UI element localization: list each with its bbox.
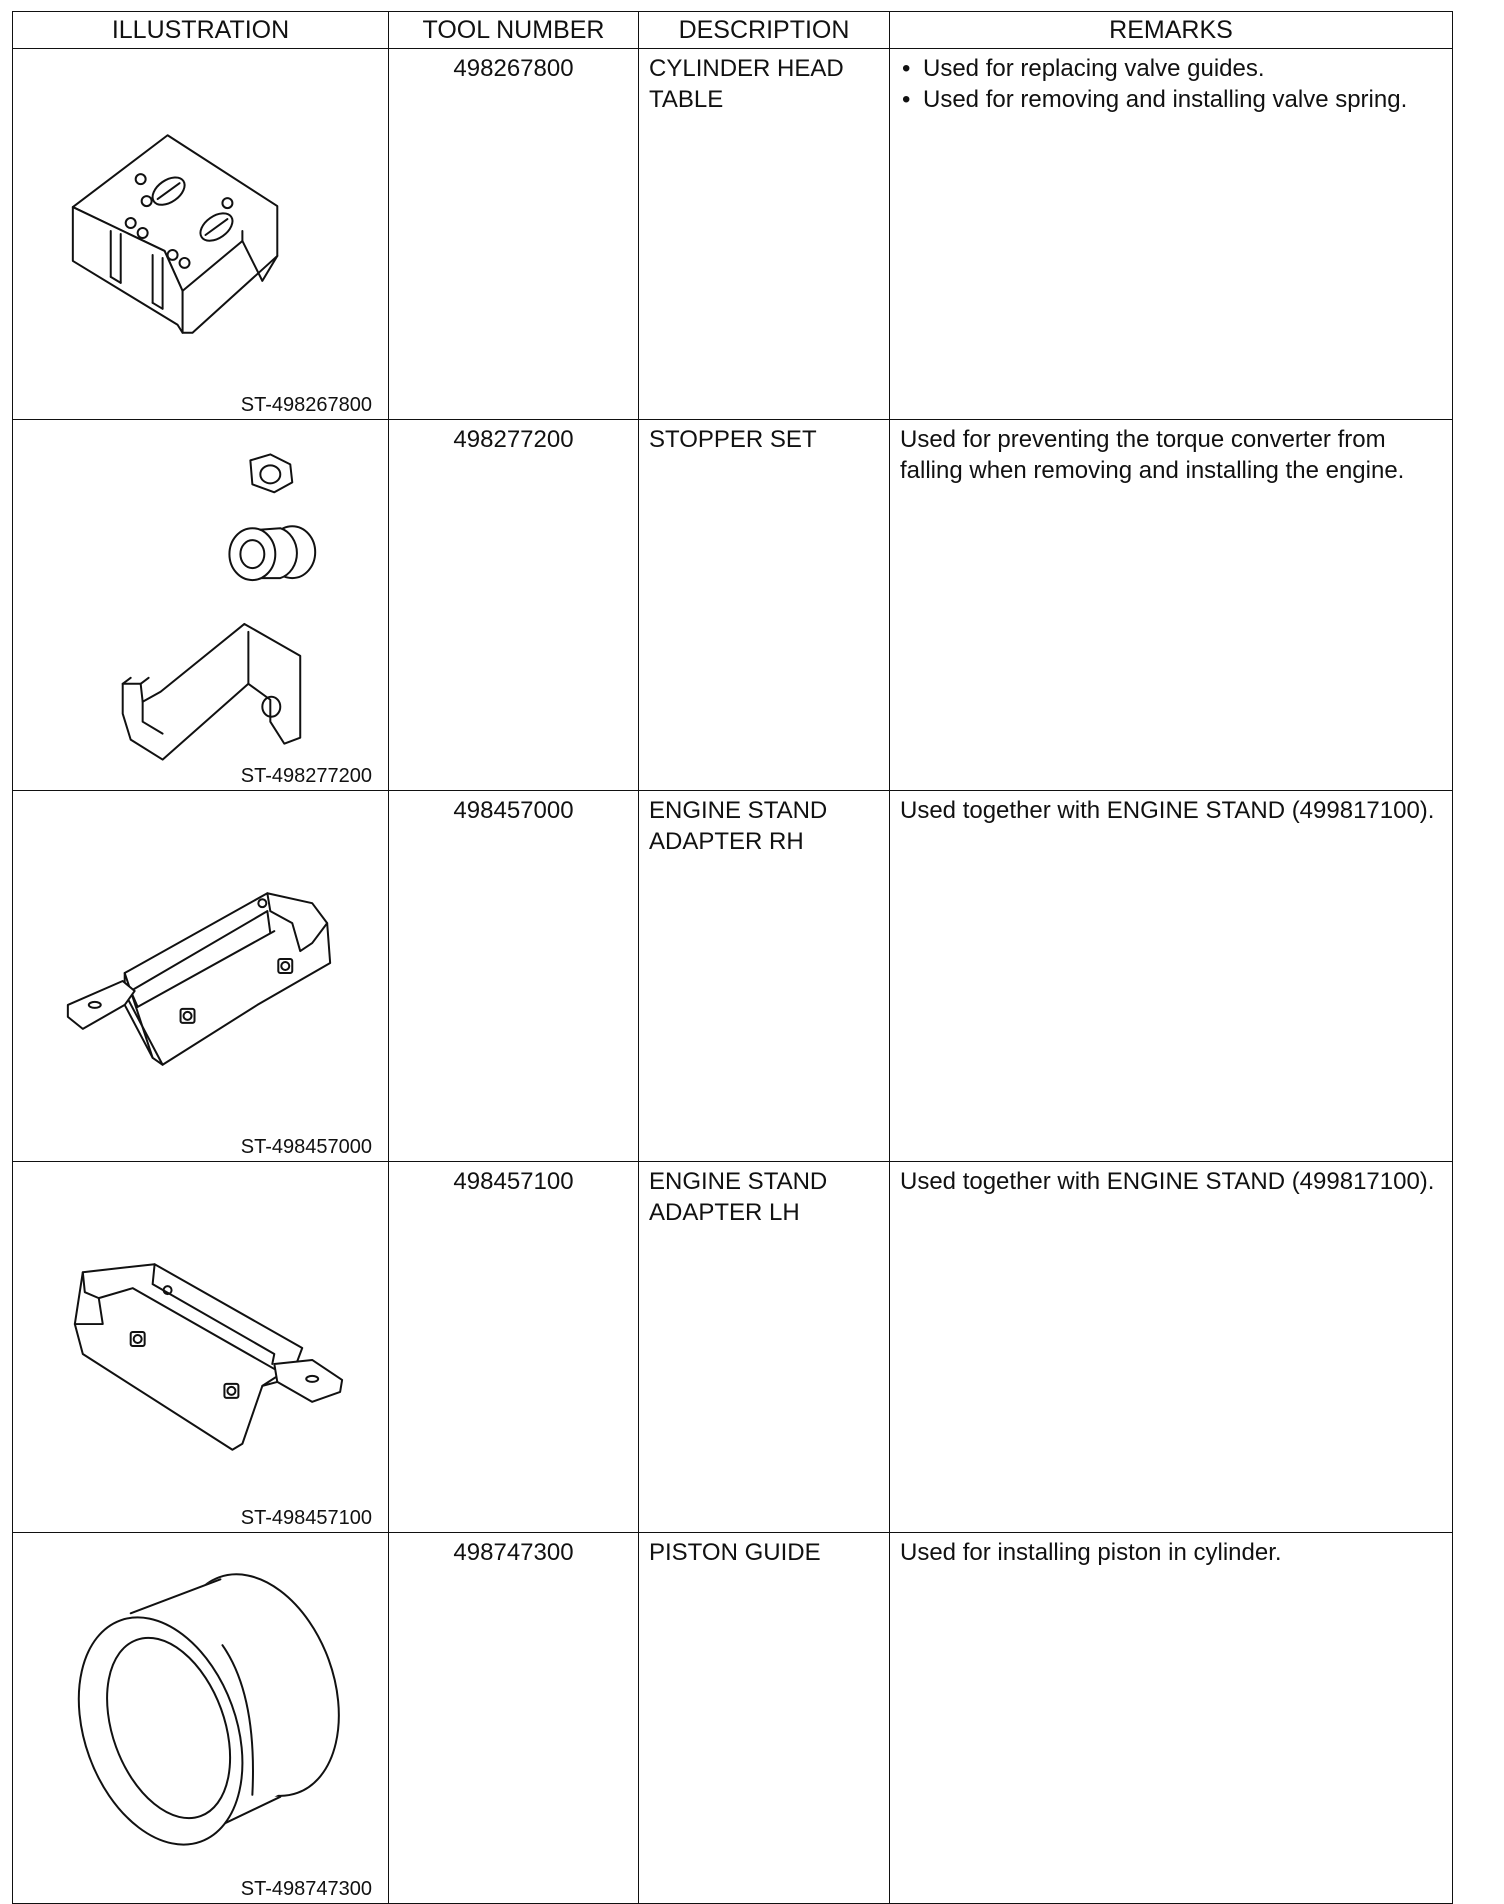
description-line: TABLE — [649, 86, 724, 113]
tool-number: 498747300 — [389, 1533, 639, 1904]
description-line: CYLINDER HEAD — [649, 55, 844, 82]
engine-stand-adapter-rh-icon — [13, 791, 388, 1161]
description-line: ENGINE STAND — [649, 1168, 828, 1195]
remarks-list — [900, 53, 1442, 115]
illustration-code: ST-498277200 — [240, 765, 372, 787]
table-row — [13, 49, 1453, 420]
description-cell — [639, 791, 890, 1162]
remark-item: • Used for removing and installing valve spring. — [900, 84, 1442, 115]
description-line: STOPPER SET — [649, 426, 817, 453]
header-tool-number: TOOL NUMBER — [389, 12, 639, 49]
table-row — [13, 1533, 1453, 1904]
table-row — [13, 420, 1453, 791]
remarks-cell — [890, 1162, 1453, 1533]
remark-text: Used together with ENGINE STAND (499817100). — [900, 1168, 1435, 1195]
piston-guide-icon — [13, 1533, 388, 1903]
remarks-cell — [890, 420, 1453, 791]
engine-stand-adapter-lh-icon — [13, 1162, 388, 1532]
tool-number: 498277200 — [389, 420, 639, 791]
table-header-row — [13, 12, 1453, 49]
header-illustration: ILLUSTRATION — [13, 12, 389, 49]
description-cell — [639, 1533, 890, 1904]
remark-item: • Used for replacing valve guides. — [900, 53, 1442, 84]
description-cell — [639, 1162, 890, 1533]
header-description: DESCRIPTION — [639, 12, 890, 49]
description-line: ADAPTER RH — [649, 828, 804, 855]
description-cell — [639, 420, 890, 791]
description-line: PISTON GUIDE — [649, 1539, 821, 1566]
illustration-cell — [13, 1162, 389, 1533]
header-remarks: REMARKS — [890, 12, 1453, 49]
illustration-code: ST-498457000 — [240, 1136, 372, 1158]
remark-text: Used for installing piston in cylinder. — [900, 1539, 1282, 1566]
illustration-code: ST-498747300 — [240, 1878, 372, 1900]
remark-text: Used together with ENGINE STAND (499817100). — [900, 797, 1435, 824]
description-line: ENGINE STAND — [649, 797, 828, 824]
illustration-cell — [13, 791, 389, 1162]
remarks-cell — [890, 791, 1453, 1162]
description-cell — [639, 49, 890, 420]
illustration-code: ST-498267800 — [240, 394, 372, 416]
table-row — [13, 1162, 1453, 1533]
stopper-set-icon — [13, 420, 388, 790]
tool-number: 498457100 — [389, 1162, 639, 1533]
remarks-cell — [890, 1533, 1453, 1904]
description-line: ADAPTER LH — [649, 1199, 800, 1226]
remark-text: Used for preventing the torque converter from falling when removing and installing the engine. — [900, 426, 1405, 484]
illustration-cell — [13, 49, 389, 420]
tool-number: 498457000 — [389, 791, 639, 1162]
illustration-cell — [13, 420, 389, 791]
cylinder-head-table-icon — [13, 49, 388, 419]
special-tools-table — [12, 11, 1453, 1904]
table-row — [13, 791, 1453, 1162]
remarks-cell — [890, 49, 1453, 420]
illustration-code: ST-498457100 — [240, 1507, 372, 1529]
tool-number: 498267800 — [389, 49, 639, 420]
illustration-cell — [13, 1533, 389, 1904]
